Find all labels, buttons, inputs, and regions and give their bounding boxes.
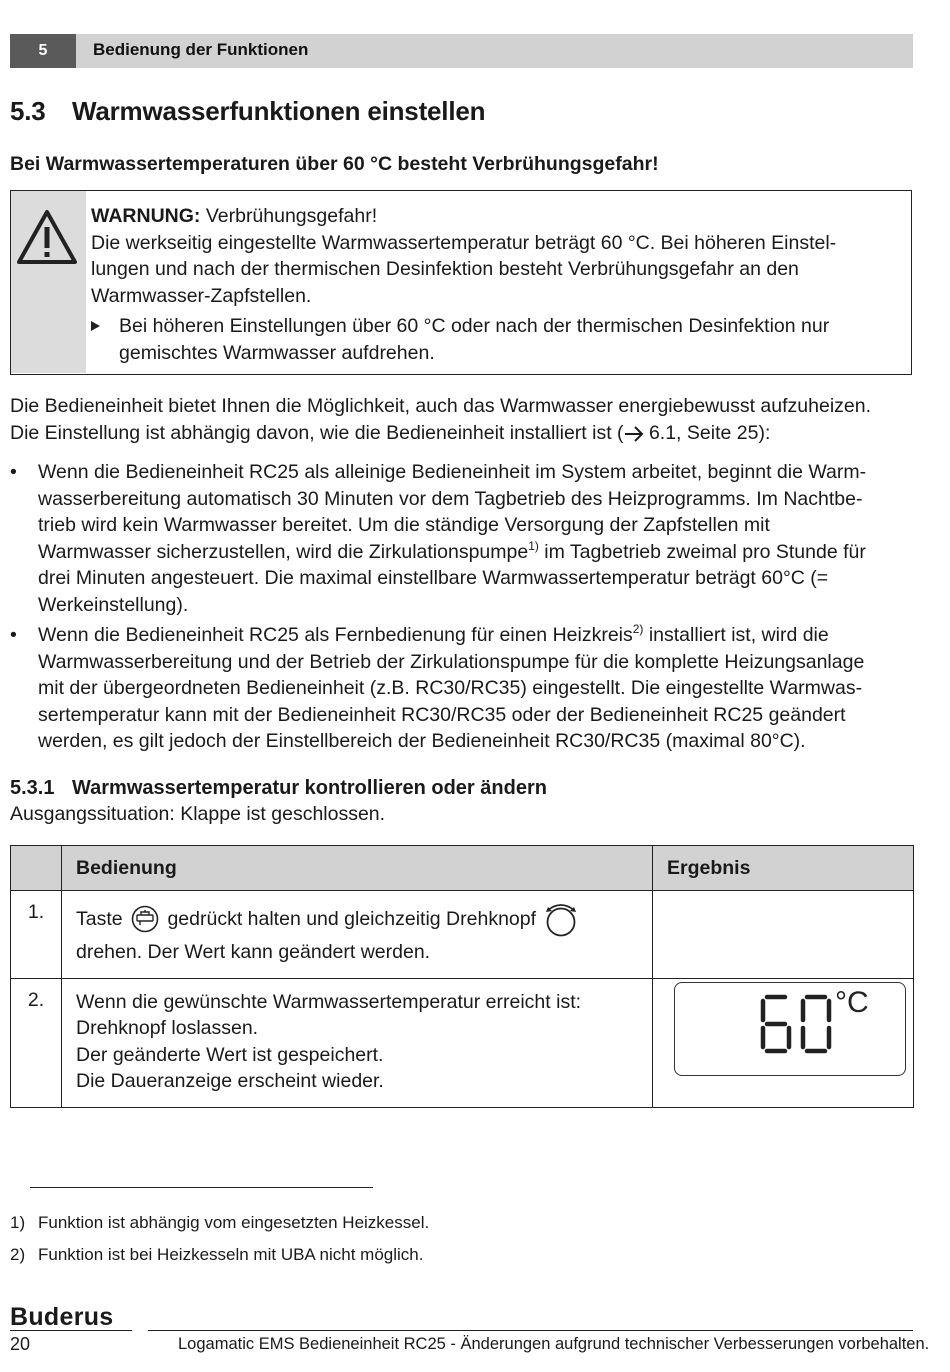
list-item-line: Wenn die Bedieneinheit RC25 als alleinige Bedieneinheit im System arbeitet, beginnt die Warm- (38, 461, 867, 483)
warning-line: lungen und nach der thermischen Desinfektion besteht Verbrühungsgefahr an den (91, 258, 799, 280)
footnote-text: Funktion ist abhängig vom eingesetzten Heizkessel. (38, 1213, 430, 1232)
operation-text: Taste (76, 908, 129, 930)
cross-reference-arrow-icon (624, 426, 644, 442)
step-number: 1. (11, 891, 62, 979)
list-item-line: sertemperatur kann mit der Bedieneinheit RC30/RC35 oder der Bedieneinheit RC25 geändert (38, 703, 846, 726)
chapter-header-bar (10, 34, 913, 68)
step-number: 2. (11, 978, 62, 1107)
intro-line: Die Einstellung ist abhängig davon, wie die Bedieneinheit installiert ist ( (10, 421, 624, 444)
footer-divider (148, 1330, 913, 1331)
warning-text (91, 203, 901, 309)
header-operation: Bedienung (62, 846, 653, 891)
warning-triangle-icon (15, 208, 79, 266)
list-item-text: installiert ist, wird die (643, 624, 829, 646)
warning-line: Warmwasser-Zapfstellen. (91, 284, 312, 307)
subsection-heading (10, 777, 547, 800)
list-item-line (10, 622, 915, 649)
list-item-text: Wenn die Bedieneinheit RC25 als Fernbedienung für einen Heizkreis (38, 624, 633, 646)
list-item-line: drei Minuten angesteuert. Die maximal einstellbare Warmwassertemperatur beträgt 60°C (= (38, 567, 829, 589)
section-heading (10, 96, 485, 127)
brand-logo: Buderus (10, 1303, 114, 1331)
operation-text: gedrückt halten und gleichzeitig Drehknopf (162, 908, 542, 930)
subsection-number: 5.3.1 (10, 777, 55, 799)
warning-action (91, 313, 901, 366)
operation-cell (62, 891, 653, 979)
list-item-line: werden, es gilt jedoch der Einstellbereich der Bedieneinheit RC30/RC35 (maximal 80°C). (38, 730, 806, 752)
logo-underline (10, 1330, 132, 1331)
list-item (10, 459, 915, 618)
header-step (11, 846, 62, 891)
list-item-line: mit der übergeordneten Bedieneinheit (z.B. RC30/RC35) eingestellt. Die eingestellte Warmwas- (38, 677, 863, 699)
operation-text: Die Daueranzeige erscheint wieder. (76, 1070, 384, 1092)
page-number: 20 (10, 1334, 31, 1354)
list-item-line (10, 539, 915, 566)
danger-heading: Bei Warmwassertemperaturen über 60 °C besteht Verbrühungsgefahr! (10, 153, 659, 175)
initial-situation: Ausgangssituation: Klappe ist geschlossen. (10, 803, 386, 825)
warning-label: WARNUNG: (91, 205, 201, 227)
chapter-title: Bedienung der Funktionen (93, 40, 309, 59)
warning-label-rest: Verbrühungsgefahr! (200, 205, 378, 227)
footnote (10, 1213, 429, 1233)
operation-text: Der geänderte Wert ist gespeichert. (76, 1043, 384, 1066)
operation-text: Drehknopf loslassen. (76, 1017, 259, 1039)
list-item-text: Warmwasser sicherzustellen, wird die Zirkulationspumpe (38, 540, 529, 563)
warning-line: Die werkseitig eingestellte Warmwassertemperatur beträgt 60 °C. Bei höheren Einstel- (91, 231, 837, 254)
footnote-divider (30, 1187, 373, 1188)
intro-line: Die Bedieneinheit bietet Ihnen die Möglichkeit, auch das Warmwasser energiebewusst aufzuheizen. (10, 395, 872, 417)
operation-text: drehen. Der Wert kann geändert werden. (76, 941, 431, 963)
bullet-dot: • (10, 461, 17, 483)
footnote (10, 1245, 424, 1265)
footnote-key: 1) (10, 1213, 26, 1232)
list-item-line: trieb wird kein Warmwasser bereitet. Um die ständige Versorgung der Zapfstellen mit (38, 514, 770, 536)
footnote-text: Funktion ist bei Heizkesseln mit UBA nicht möglich. (38, 1245, 424, 1264)
bullet-dot: • (10, 624, 17, 646)
list-item-line: Werkeinstellung). (38, 593, 189, 616)
intro-reference: 6.1, Seite 25): (643, 421, 771, 444)
warning-sidebar (11, 191, 86, 373)
footnote-ref: 2) (632, 622, 644, 636)
footnote-ref: 1) (528, 538, 539, 553)
display-unit: °C (835, 986, 869, 1019)
action-arrow-icon (91, 321, 100, 331)
footer-text: Logamatic EMS Bedieneinheit RC25 - Änderungen aufgrund technischer Verbesserungen vorbehalten. (178, 1335, 930, 1353)
warning-action-line: Bei höheren Einstellungen über 60 °C oder nach der thermischen Desinfektion nur (119, 315, 830, 337)
warning-action-line: gemischtes Warmwasser aufdrehen. (119, 341, 435, 364)
section-title: Warmwasserfunktionen einstellen (72, 96, 486, 126)
table-row (11, 891, 914, 979)
table-header-row (11, 846, 914, 891)
list-item (10, 622, 915, 755)
lcd-display (674, 982, 906, 1076)
result-cell (653, 891, 914, 979)
rotary-knob-icon (541, 901, 581, 939)
list-item-line: Warmwasserbereitung und der Betrieb der Zirkulationspumpe für die komplette Heizungsanlage (38, 650, 865, 673)
list-item-line: wasserbereitung automatisch 30 Minuten vor dem Tagbetrieb des Heizprogramms. Im Nachtbe- (38, 487, 863, 510)
list-item-text: im Tagbetrieb zweimal pro Stunde für (538, 540, 866, 563)
operation-text: Wenn die gewünschte Warmwassertemperatur erreicht ist: (76, 990, 582, 1013)
subsection-title: Warmwassertemperatur kontrollieren oder ändern (72, 777, 547, 799)
intro-paragraph (10, 393, 915, 446)
section-number: 5.3 (10, 96, 46, 126)
header-result: Ergebnis (653, 846, 914, 891)
operation-cell (62, 978, 653, 1107)
warning-box (10, 190, 912, 375)
footnote-key: 2) (10, 1245, 26, 1264)
chapter-number: 5 (10, 34, 76, 68)
hot-water-button-icon (128, 905, 162, 933)
